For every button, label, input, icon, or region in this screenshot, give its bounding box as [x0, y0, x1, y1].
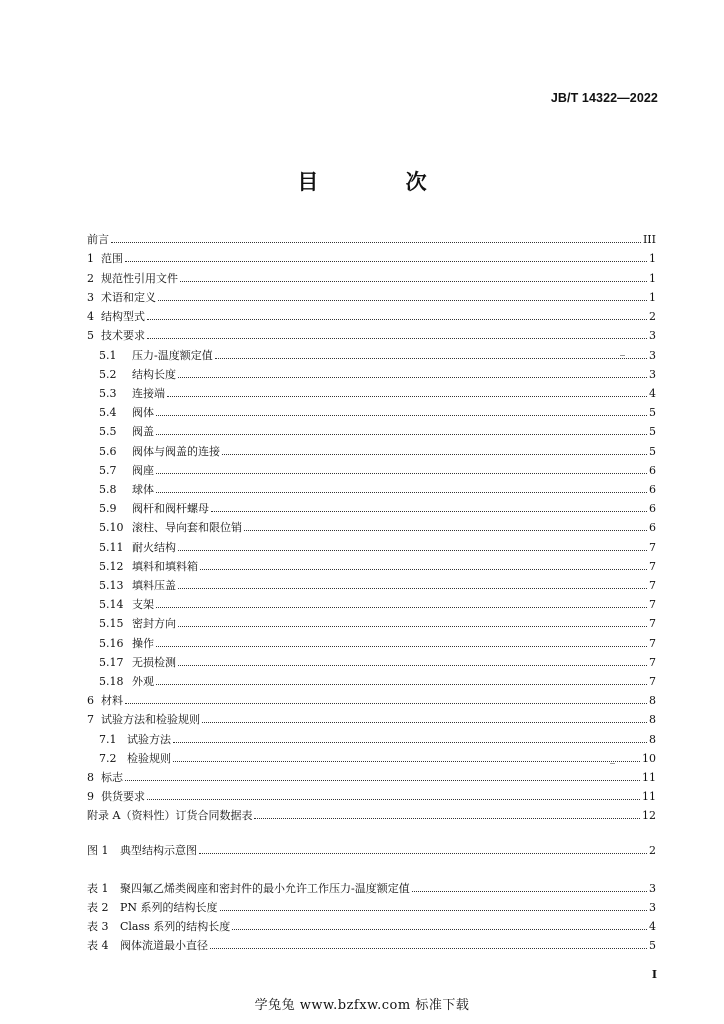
toc-entry-number: 5.16: [99, 637, 124, 650]
toc-entry-page: 6: [649, 483, 656, 496]
toc-entry[interactable]: [87, 915, 656, 933]
toc-entry-page: 7: [649, 675, 656, 688]
toc-entry-page: 2: [649, 310, 656, 323]
toc-entry-number: 表 3: [87, 920, 109, 933]
dot-leader: [211, 510, 647, 512]
toc-entry-number: 5.9: [99, 502, 117, 515]
toc-entry-title: 阀杆和阀杆螺母: [132, 502, 209, 515]
dot-leader: [178, 376, 647, 378]
toc-entry-page: 11: [642, 790, 656, 803]
toc-entry-page: 7: [649, 637, 656, 650]
toc-entry-number: 4: [87, 310, 94, 323]
page-folio: I: [651, 968, 657, 981]
toc-entry-title: 结构型式: [101, 310, 145, 323]
dot-leader: [210, 947, 647, 949]
toc-entry-number: 5.6: [99, 445, 117, 458]
toc-entry-page: 1: [649, 252, 656, 265]
toc-entry-title: 阀体流道最小直径: [120, 939, 208, 952]
toc-entry-title: PN 系列的结构长度: [120, 901, 218, 914]
dot-leader: [167, 395, 647, 397]
toc-entry-number: 6: [87, 694, 94, 707]
toc-entry-title: 连接端: [132, 387, 165, 400]
dot-leader: [147, 318, 647, 320]
toc-entry-title: 阀体与阀盖的连接: [132, 445, 220, 458]
dot-leader: [158, 299, 647, 301]
dot-leader: [156, 491, 647, 493]
dot-leader: [199, 852, 647, 854]
toc-entry-page: 5: [649, 445, 656, 458]
dot-leader: [202, 721, 647, 723]
toc-entry-number: 表 1: [87, 882, 109, 895]
toc-entry-number: 7.1: [99, 733, 117, 746]
toc-entry[interactable]: [99, 516, 656, 534]
toc-entry-number: 7: [87, 713, 94, 726]
toc-entry-number: 5.11: [99, 541, 124, 554]
toc-entry-title: 规范性引用文件: [101, 272, 178, 285]
toc-entry-number: 5.5: [99, 425, 117, 438]
toc-entry-number: 5.3: [99, 387, 117, 400]
toc-entry-number: 表 4: [87, 939, 109, 952]
toc-entry-title: 标志: [101, 771, 123, 784]
page-title: 目 次: [297, 170, 467, 194]
dot-leader: [180, 280, 647, 282]
toc-entry-title: 材料: [101, 694, 123, 707]
toc-entry-page: 3: [649, 901, 656, 914]
dot-leader: [244, 529, 647, 531]
toc-entry-page: 3: [649, 882, 656, 895]
toc-entry[interactable]: [87, 228, 656, 246]
toc-entry-number: 5: [87, 329, 94, 342]
toc-entry-page: 6: [649, 521, 656, 534]
dot-leader: [156, 606, 647, 608]
toc-entry-title: 前言: [87, 233, 109, 246]
toc-entry-number: 5.8: [99, 483, 117, 496]
toc-entry[interactable]: [87, 689, 656, 707]
toc-entry[interactable]: [99, 420, 656, 438]
toc-entry[interactable]: [87, 247, 656, 265]
toc-entry-page: 7: [649, 579, 656, 592]
toc-entry-title: 聚四氟乙烯类阀座和密封件的最小允许工作压力-温度额定值: [120, 882, 410, 895]
toc-entry[interactable]: [99, 536, 656, 554]
dot-leader: [173, 741, 647, 743]
scan-speck: [620, 355, 625, 356]
toc-entry-title: 球体: [132, 483, 154, 496]
toc-entry-number: 图 1: [87, 844, 109, 857]
toc-entry-page: 7: [649, 541, 656, 554]
toc-entry-title: 技术要求: [101, 329, 145, 342]
toc-entry-title: 无损检测: [132, 656, 176, 669]
toc-entry[interactable]: [87, 305, 656, 323]
toc-entry-page: 7: [649, 617, 656, 630]
toc-entry-title: 供货要求: [101, 790, 145, 803]
toc-entry-number: 7.2: [99, 752, 117, 765]
toc-entry-page: 5: [649, 406, 656, 419]
toc-entry-title: 密封方向: [132, 617, 176, 630]
toc-entry[interactable]: [99, 440, 656, 458]
toc-entry-number: 5.7: [99, 464, 117, 477]
dot-leader: [215, 357, 647, 359]
toc-entry-title: 试验方法和检验规则: [101, 713, 200, 726]
standard-number: JB/T 14322—2022: [550, 91, 658, 105]
toc-entry-page: 7: [649, 656, 656, 669]
toc-entry-number: 5.10: [99, 521, 124, 534]
toc-entry-page: 1: [649, 291, 656, 304]
dot-leader: [111, 241, 641, 243]
toc-entry-title: 阀盖: [132, 425, 154, 438]
toc-entry-title: 结构长度: [132, 368, 176, 381]
toc-entry[interactable]: [99, 670, 656, 688]
toc-entry-page: 3: [649, 368, 656, 381]
toc-entry[interactable]: [99, 459, 656, 477]
toc-entry-title: Class 系列的结构长度: [120, 920, 231, 933]
toc-entry-page: 12: [642, 809, 656, 822]
toc-entry-page: 2: [649, 844, 656, 857]
toc-entry-number: 5.18: [99, 675, 124, 688]
toc-entry-number: 3: [87, 291, 94, 304]
toc-entry-number: 附录 A（资料性）: [87, 809, 176, 822]
toc-entry[interactable]: [99, 401, 656, 419]
dot-leader: [156, 645, 647, 647]
toc-entry[interactable]: [87, 286, 656, 304]
toc-entry-title: 压力-温度额定值: [132, 349, 213, 362]
toc-entry-number: 表 2: [87, 901, 109, 914]
toc-entry[interactable]: [87, 934, 656, 952]
toc-entry[interactable]: [87, 267, 656, 285]
dot-leader: [178, 549, 647, 551]
toc-entry-page: 3: [649, 349, 656, 362]
toc-entry[interactable]: [87, 324, 656, 342]
toc-entry-title: 阀体: [132, 406, 154, 419]
dot-leader: [125, 260, 647, 262]
toc-entry[interactable]: [87, 877, 656, 895]
dot-leader: [173, 760, 640, 762]
toc-entry-page: 7: [649, 560, 656, 573]
scan-speck: [610, 763, 615, 764]
toc-entry-title: 外观: [132, 675, 154, 688]
toc-entry[interactable]: [87, 708, 656, 726]
toc-entry[interactable]: [99, 478, 656, 496]
toc-entry[interactable]: [99, 632, 656, 650]
toc-entry-page: III: [642, 233, 656, 246]
toc-entry[interactable]: [99, 651, 656, 669]
toc-entry-number: 5.15: [99, 617, 124, 630]
toc-entry[interactable]: [87, 766, 656, 784]
toc-entry-title: 范围: [101, 252, 123, 265]
toc-entry-page: 11: [642, 771, 656, 784]
toc-entry[interactable]: [87, 839, 656, 857]
dot-leader: [178, 664, 647, 666]
toc-entry-page: 7: [649, 598, 656, 611]
toc-entry-number: 8: [87, 771, 94, 784]
dot-leader: [200, 568, 647, 570]
toc-entry-title: 耐火结构: [132, 541, 176, 554]
toc-entry-title: 试验方法: [127, 733, 171, 746]
dot-leader: [232, 928, 647, 930]
toc-entry-number: 5.12: [99, 560, 124, 573]
toc-entry-number: 9: [87, 790, 94, 803]
dot-leader: [222, 453, 647, 455]
toc-entry[interactable]: [99, 574, 656, 592]
toc-entry-title: 支架: [132, 598, 154, 611]
toc-entry[interactable]: [99, 593, 656, 611]
toc-entry-number: 5.14: [99, 598, 124, 611]
dot-leader: [178, 587, 647, 589]
toc-entry[interactable]: [99, 728, 656, 746]
toc-entry[interactable]: [99, 344, 656, 362]
toc-entry-page: 1: [649, 272, 656, 285]
dot-leader: [412, 890, 647, 892]
dot-leader: [156, 472, 647, 474]
toc-entry[interactable]: [99, 612, 656, 630]
dot-leader: [156, 433, 647, 435]
toc-entry-title: 阀座: [132, 464, 154, 477]
toc-entry-page: 3: [649, 329, 656, 342]
toc-entry-number: 2: [87, 272, 94, 285]
toc-entry-number: 5.4: [99, 406, 117, 419]
toc-entry-title: 订货合同数据表: [175, 809, 253, 822]
toc-entry[interactable]: [87, 785, 656, 803]
toc-entry-title: 填料压盖: [132, 579, 176, 592]
toc-entry-page: 4: [649, 920, 656, 933]
toc-entry[interactable]: [99, 747, 656, 765]
toc-entry-page: 8: [649, 713, 656, 726]
toc-entry[interactable]: [99, 382, 656, 400]
dot-leader: [147, 337, 647, 339]
toc-entry-page: 8: [649, 694, 656, 707]
toc-entry-title: 术语和定义: [101, 291, 156, 304]
page-footer: 学兔兔 www.bzfxw.com 标准下载: [254, 998, 470, 1013]
toc-entry[interactable]: [99, 363, 656, 381]
toc-entry-title: 检验规则: [127, 752, 171, 765]
toc-entry[interactable]: [99, 497, 656, 515]
dot-leader: [220, 909, 647, 911]
toc-entry-number: 5.13: [99, 579, 124, 592]
toc-entry-title: 滚柱、导向套和限位销: [132, 521, 242, 534]
toc-entry-title: 典型结构示意图: [120, 844, 197, 857]
toc-entry-page: 6: [649, 464, 656, 477]
dot-leader: [156, 683, 647, 685]
toc-entry-number: 5.2: [99, 368, 117, 381]
toc-entry-page: 10: [642, 752, 656, 765]
toc-entry-title: 填料和填料箱: [132, 560, 198, 573]
dot-leader: [156, 414, 647, 416]
toc-entry-page: 4: [649, 387, 656, 400]
toc-entry-page: 5: [649, 425, 656, 438]
toc-entry-page: 5: [649, 939, 656, 952]
dot-leader: [254, 817, 640, 819]
dot-leader: [178, 625, 647, 627]
toc-entry-number: 5.1: [99, 349, 117, 362]
dot-leader: [125, 779, 640, 781]
toc-entry-page: 6: [649, 502, 656, 515]
toc-entry-number: 5.17: [99, 656, 124, 669]
dot-leader: [125, 702, 647, 704]
toc-entry-page: 8: [649, 733, 656, 746]
toc-entry-number: 1: [87, 252, 94, 265]
toc-entry[interactable]: [87, 804, 656, 822]
toc-entry-title: 操作: [132, 637, 154, 650]
toc-entry[interactable]: [99, 555, 656, 573]
dot-leader: [147, 798, 640, 800]
toc-entry[interactable]: [87, 896, 656, 914]
